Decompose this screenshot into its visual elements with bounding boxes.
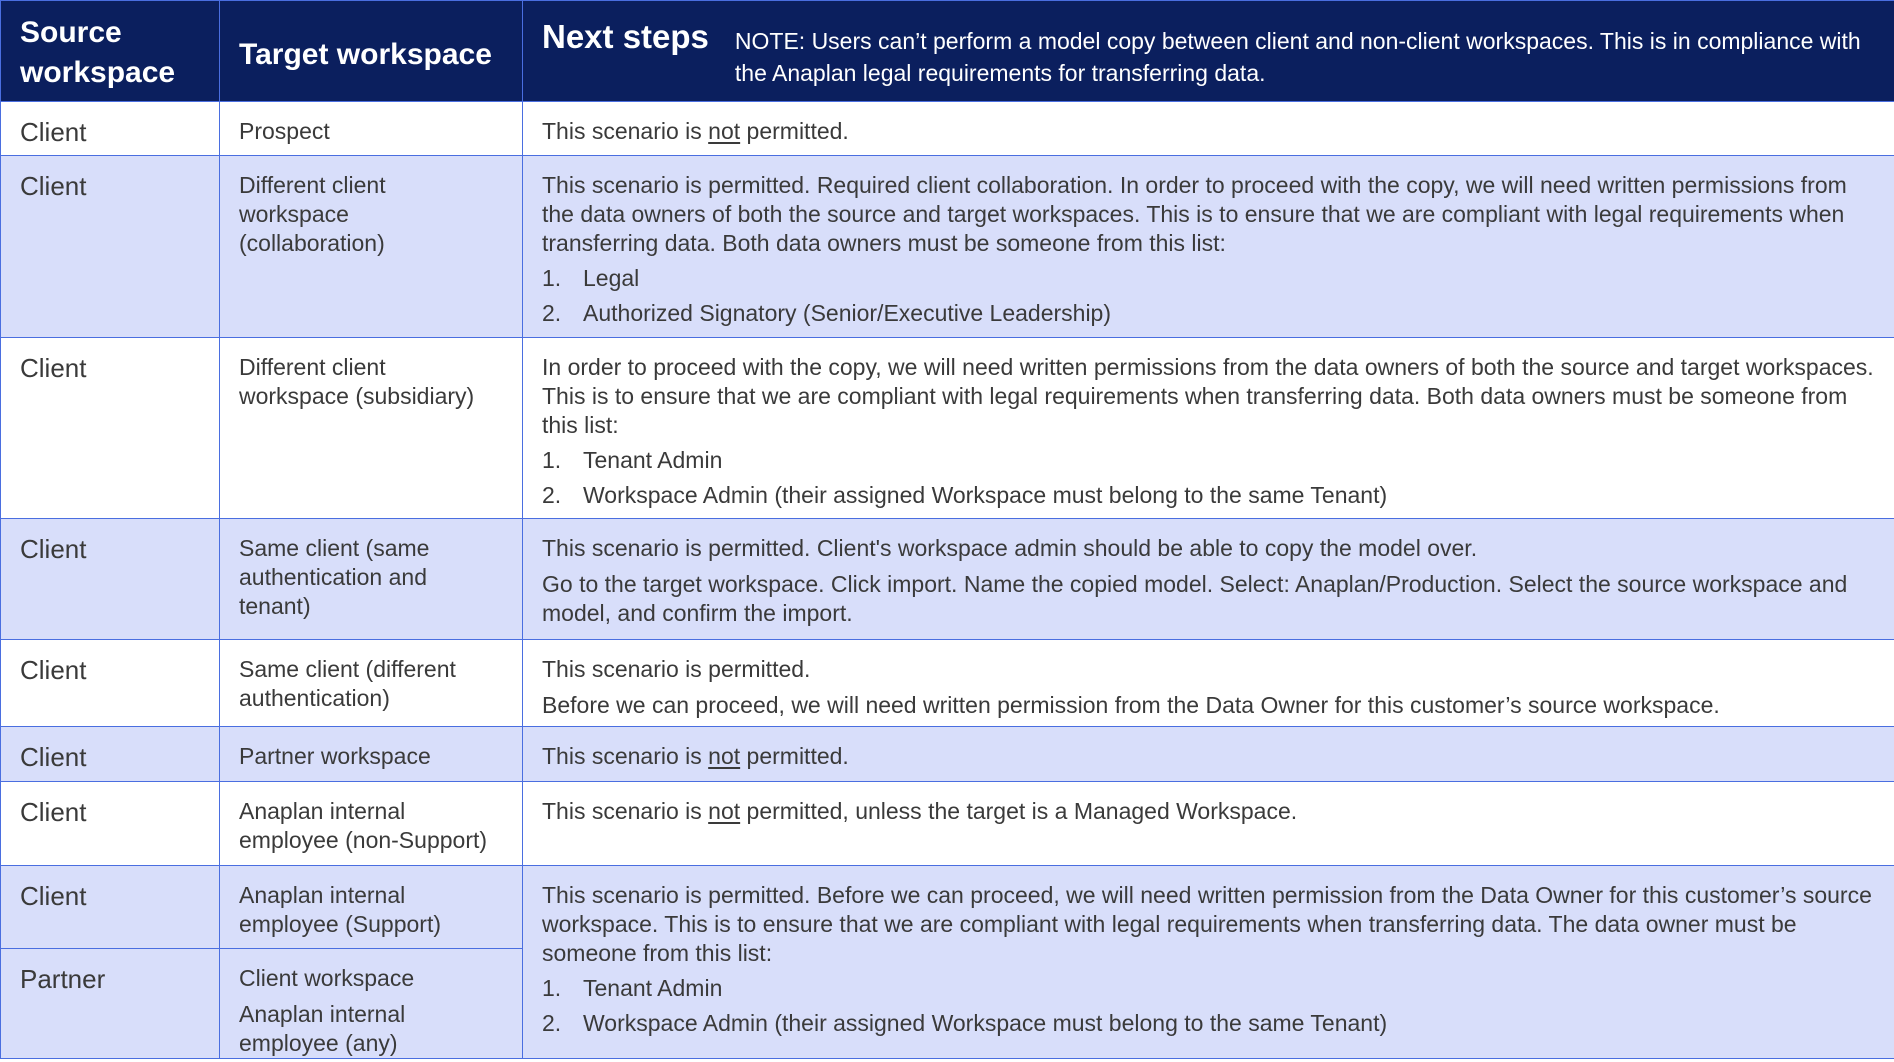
target-text-secondary: Anaplan internal employee (any)	[239, 1001, 406, 1056]
not-emphasis: not	[708, 798, 741, 824]
source-cell: Client	[1, 782, 220, 866]
table-row	[1, 156, 1894, 338]
target-text: Anaplan internal employee (non-Support)	[239, 798, 488, 853]
next-steps-cell	[523, 519, 1894, 640]
next-steps-instructions: Go to the target workspace. Click import. Name the copied model. Select: Anaplan/Production. Select the source workspace and model, and confirm the import.	[542, 571, 1848, 626]
table-row	[1, 338, 1894, 519]
header-source-workspace: Source workspace	[1, 1, 220, 102]
source-cell: Client	[1, 156, 220, 338]
list-item: 2. Workspace Admin (their assigned Workspace must belong to the same Tenant)	[542, 1010, 1388, 1036]
source-cell: Client	[1, 727, 220, 782]
next-steps-text: This scenario is not permitted.	[542, 743, 849, 769]
not-emphasis: not	[708, 743, 741, 769]
next-steps-text: This scenario is permitted. Client's workspace admin should be able to copy the model over.	[542, 535, 1478, 561]
table-row	[1, 782, 1894, 866]
requirement-list	[542, 264, 1880, 328]
next-steps-text: This scenario is not permitted.	[542, 118, 849, 144]
requirement-list	[542, 446, 1880, 510]
requirement-list	[542, 974, 1880, 1038]
next-steps-cell	[523, 727, 1894, 782]
source-cell: Partner	[1, 949, 220, 1059]
target-cell	[220, 519, 523, 640]
target-cell	[220, 338, 523, 519]
target-cell	[220, 782, 523, 866]
source-cell: Client	[1, 866, 220, 949]
header-next-steps-cell	[523, 1, 1894, 102]
target-cell	[220, 156, 523, 338]
source-cell: Client	[1, 338, 220, 519]
target-text: Same client (different authentication)	[239, 656, 456, 711]
next-steps-cell	[523, 156, 1894, 338]
target-text: Different client workspace (collaboration)	[239, 172, 386, 256]
not-emphasis: not	[708, 118, 741, 144]
list-item: 1. Legal	[542, 265, 640, 291]
header-row	[1, 1, 1894, 102]
table-row	[1, 102, 1894, 156]
next-steps-instructions: Before we can proceed, we will need written permission from the Data Owner for this customer’s source workspace.	[542, 692, 1720, 718]
list-item: 1. Tenant Admin	[542, 975, 723, 1001]
next-steps-cell	[523, 102, 1894, 156]
target-text: Different client workspace (subsidiary)	[239, 354, 475, 409]
header-next-steps: Next steps	[542, 18, 709, 55]
target-text: Anaplan internal employee (Support)	[239, 882, 441, 937]
target-cell: Prospect	[220, 102, 523, 156]
next-steps-cell	[523, 782, 1894, 866]
target-cell	[220, 866, 523, 949]
table-row	[1, 640, 1894, 727]
target-text: Client workspace	[239, 965, 415, 991]
table-row	[1, 727, 1894, 782]
target-cell	[220, 949, 523, 1059]
target-cell	[220, 640, 523, 727]
target-text: Same client (same authentication and tenant)	[239, 535, 430, 619]
table-row	[1, 519, 1894, 640]
next-steps-text: This scenario is permitted. Before we can proceed, we will need written permission from the Data Owner for this customer’s source workspace. This is to ensure that we are compliant with legal requirements when transferring data. The data owner must be someone from this list:	[542, 882, 1872, 966]
source-cell: Client	[1, 102, 220, 156]
next-steps-cell	[523, 640, 1894, 727]
header-target-workspace: Target workspace	[220, 1, 523, 102]
next-steps-cell	[523, 866, 1894, 1059]
table-row	[1, 866, 1894, 949]
source-cell: Client	[1, 640, 220, 727]
next-steps-text: This scenario is permitted.	[542, 656, 811, 682]
next-steps-text: This scenario is not permitted, unless the target is a Managed Workspace.	[542, 798, 1298, 824]
list-item: 2. Authorized Signatory (Senior/Executive Leadership)	[542, 300, 1112, 326]
list-item: 1. Tenant Admin	[542, 447, 723, 473]
source-cell: Client	[1, 519, 220, 640]
target-cell: Partner workspace	[220, 727, 523, 782]
next-steps-text: In order to proceed with the copy, we will need written permissions from the data owners of both the source and target workspaces. This is to ensure that we are compliant with legal requirements when transferring data. Both data owners must be someone from this list:	[542, 354, 1874, 438]
header-note: NOTE: Users can’t perform a model copy between client and non-client workspaces. This is in compliance with the Anaplan legal requirements for transferring data.	[734, 28, 1861, 86]
next-steps-text: This scenario is permitted. Required client collaboration. In order to proceed with the copy, we will need written permissions from the data owners of both the source and target workspaces. This is to ensure that we are compliant with legal requirements when transferring data. Both data owners must be someone from this list:	[542, 172, 1847, 256]
next-steps-cell	[523, 338, 1894, 519]
list-item: 2. Workspace Admin (their assigned Workspace must belong to the same Tenant)	[542, 482, 1388, 508]
